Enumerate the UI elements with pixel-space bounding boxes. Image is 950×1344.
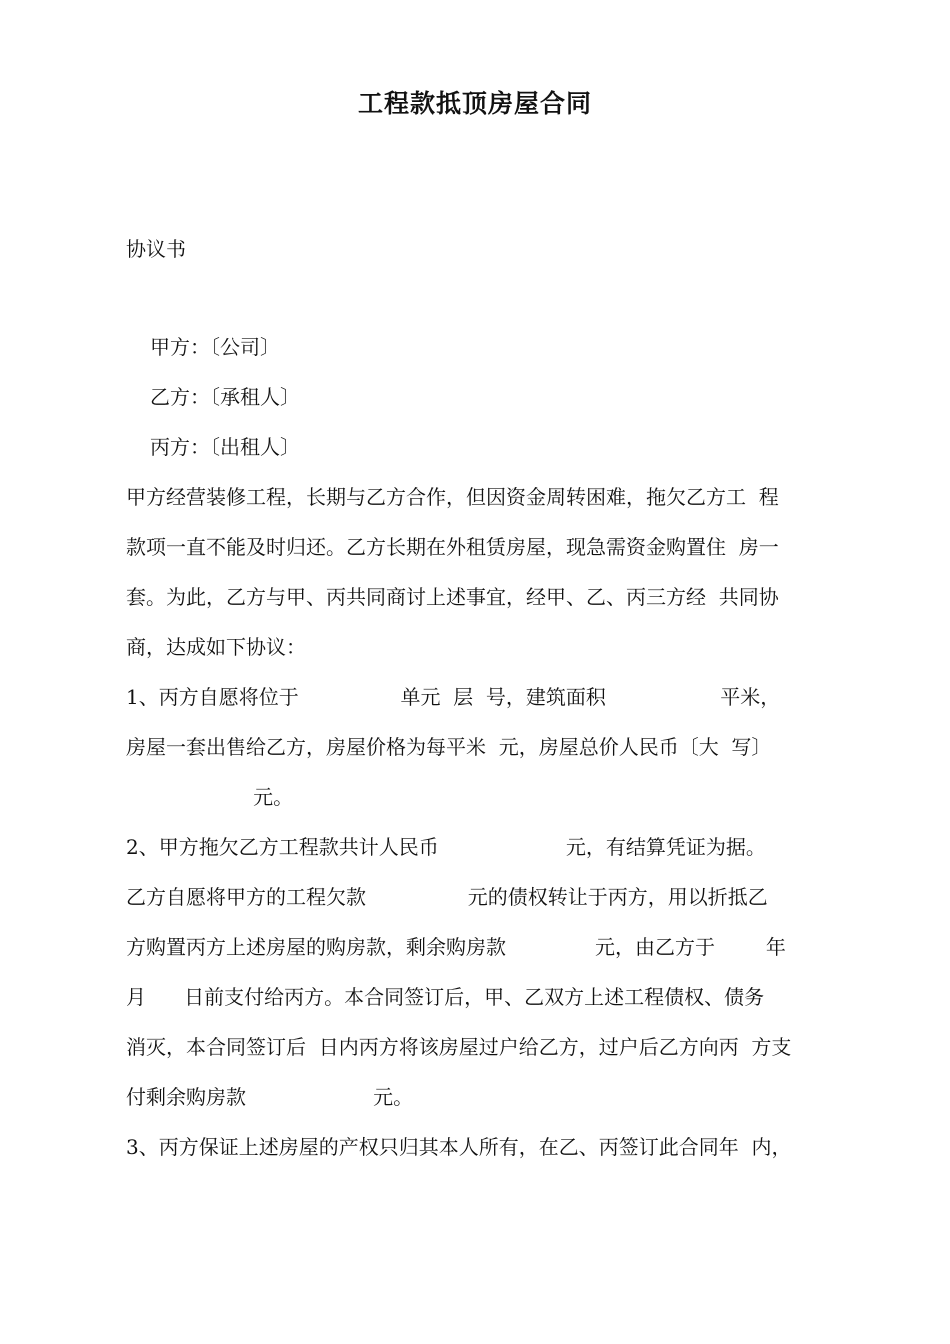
document-subtitle: 协议书 — [126, 237, 186, 261]
intro-line: 甲方经营装修工程，长期与乙方合作，但因资金周转困难，拖欠乙方工 程 — [126, 485, 779, 509]
party-a: 甲方：〔公司〕 — [150, 335, 280, 359]
clause-2-line: 2、甲方拖欠乙方工程款共计人民币 元，有结算凭证为据。 — [126, 835, 766, 859]
clause-2-line: 付剩余购房款 元。 — [126, 1085, 414, 1109]
intro-line: 套。为此，乙方与甲、丙共同商讨上述事宜，经甲、乙、丙三方经 共同协 — [126, 585, 779, 609]
party-b: 乙方：〔承租人〕 — [150, 385, 300, 409]
clause-2-line: 方购置丙方上述房屋的购房款，剩余购房款 元，由乙方于 年 — [126, 935, 786, 959]
party-c: 丙方：〔出租人〕 — [150, 435, 300, 459]
clause-2-line: 消灭，本合同签订后 日内丙方将该房屋过户给乙方，过户后乙方向丙 方支 — [126, 1035, 792, 1059]
clause-1-line: 房屋一套出售给乙方，房屋价格为每平米 元，房屋总价人民币〔大 写〕 — [126, 735, 772, 759]
intro-line: 款项一直不能及时归还。乙方长期在外租赁房屋，现急需资金购置住 房一 — [126, 535, 779, 559]
clause-2-line: 月 日前支付给丙方。本合同签订后，甲、乙双方上述工程债权、债务 — [126, 985, 765, 1009]
clause-1-line: 元。 — [126, 785, 294, 809]
clause-3-line: 3、丙方保证上述房屋的产权只归其本人所有，在乙、丙签订此合同年 内， — [126, 1135, 792, 1159]
intro-line: 商，达成如下协议： — [126, 635, 306, 659]
clause-2-line: 乙方自愿将甲方的工程欠款 元的债权转让于丙方，用以折抵乙 — [126, 885, 768, 909]
clause-1-line: 1、丙方自愿将位于 单元 层 号，建筑面积 平米， — [126, 685, 781, 709]
document-title: 工程款抵顶房屋合同 — [357, 89, 592, 118]
